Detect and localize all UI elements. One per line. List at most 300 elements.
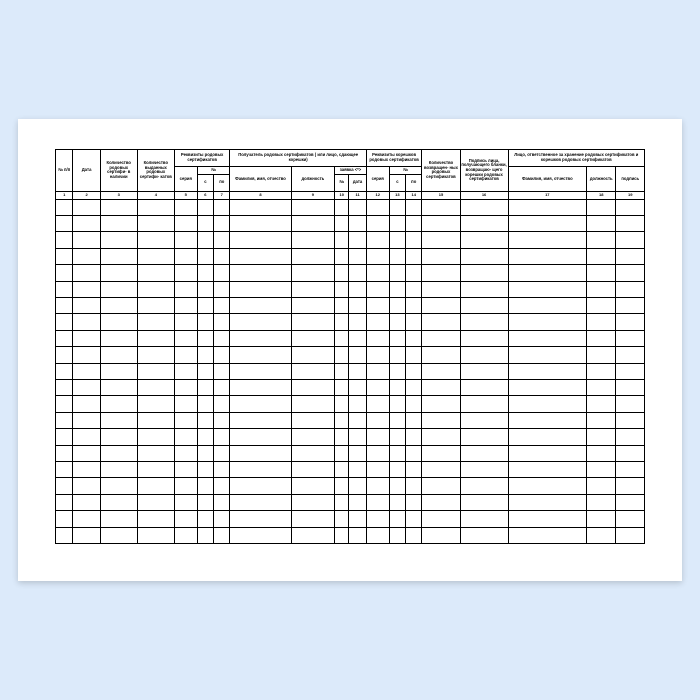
table-cell[interactable]	[587, 281, 616, 297]
table-cell[interactable]	[366, 527, 389, 543]
table-cell[interactable]	[389, 347, 405, 363]
table-cell[interactable]	[214, 330, 230, 346]
table-cell[interactable]	[389, 248, 405, 264]
table-cell[interactable]	[197, 265, 213, 281]
table-cell[interactable]	[335, 248, 349, 264]
table-cell[interactable]	[137, 281, 174, 297]
table-cell[interactable]	[197, 429, 213, 445]
table-cell[interactable]	[460, 281, 508, 297]
table-cell[interactable]	[214, 494, 230, 510]
table-cell[interactable]	[422, 265, 460, 281]
table-cell[interactable]	[389, 494, 405, 510]
table-cell[interactable]	[291, 232, 335, 248]
table-cell[interactable]	[349, 380, 367, 396]
table-cell[interactable]	[56, 330, 73, 346]
table-cell[interactable]	[73, 265, 100, 281]
table-cell[interactable]	[174, 412, 197, 428]
table-cell[interactable]	[587, 478, 616, 494]
table-cell[interactable]	[508, 248, 587, 264]
table-cell[interactable]	[214, 478, 230, 494]
table-row[interactable]	[56, 330, 645, 346]
table-cell[interactable]	[389, 511, 405, 527]
table-cell[interactable]	[73, 363, 100, 379]
table-cell[interactable]	[73, 461, 100, 477]
table-cell[interactable]	[616, 412, 645, 428]
table-cell[interactable]	[508, 478, 587, 494]
table-cell[interactable]	[508, 527, 587, 543]
table-cell[interactable]	[174, 445, 197, 461]
table-cell[interactable]	[230, 429, 291, 445]
table-cell[interactable]	[508, 298, 587, 314]
table-cell[interactable]	[73, 396, 100, 412]
table-cell[interactable]	[406, 429, 422, 445]
table-cell[interactable]	[291, 248, 335, 264]
table-cell[interactable]	[460, 248, 508, 264]
table-cell[interactable]	[587, 232, 616, 248]
table-cell[interactable]	[587, 298, 616, 314]
table-cell[interactable]	[422, 298, 460, 314]
table-cell[interactable]	[587, 248, 616, 264]
table-cell[interactable]	[291, 380, 335, 396]
table-cell[interactable]	[349, 429, 367, 445]
table-cell[interactable]	[174, 363, 197, 379]
table-cell[interactable]	[460, 461, 508, 477]
table-cell[interactable]	[366, 248, 389, 264]
table-cell[interactable]	[174, 380, 197, 396]
table-cell[interactable]	[422, 494, 460, 510]
table-cell[interactable]	[230, 281, 291, 297]
table-cell[interactable]	[406, 199, 422, 215]
table-cell[interactable]	[335, 281, 349, 297]
table-cell[interactable]	[214, 248, 230, 264]
table-cell[interactable]	[100, 232, 137, 248]
table-cell[interactable]	[349, 199, 367, 215]
table-cell[interactable]	[389, 380, 405, 396]
table-cell[interactable]	[56, 347, 73, 363]
table-cell[interactable]	[406, 347, 422, 363]
table-cell[interactable]	[230, 527, 291, 543]
table-cell[interactable]	[587, 494, 616, 510]
table-row[interactable]	[56, 445, 645, 461]
table-cell[interactable]	[422, 330, 460, 346]
table-cell[interactable]	[587, 265, 616, 281]
table-cell[interactable]	[587, 527, 616, 543]
table-cell[interactable]	[335, 396, 349, 412]
table-cell[interactable]	[291, 511, 335, 527]
table-cell[interactable]	[349, 314, 367, 330]
table-cell[interactable]	[460, 412, 508, 428]
table-cell[interactable]	[389, 396, 405, 412]
table-row[interactable]	[56, 199, 645, 215]
table-cell[interactable]	[349, 281, 367, 297]
table-cell[interactable]	[616, 478, 645, 494]
table-cell[interactable]	[291, 494, 335, 510]
table-row[interactable]	[56, 265, 645, 281]
table-cell[interactable]	[230, 380, 291, 396]
table-cell[interactable]	[73, 330, 100, 346]
table-cell[interactable]	[56, 429, 73, 445]
table-cell[interactable]	[137, 199, 174, 215]
table-cell[interactable]	[616, 199, 645, 215]
table-cell[interactable]	[389, 216, 405, 232]
table-cell[interactable]	[406, 248, 422, 264]
table-cell[interactable]	[616, 265, 645, 281]
table-cell[interactable]	[406, 445, 422, 461]
table-cell[interactable]	[197, 363, 213, 379]
table-cell[interactable]	[616, 330, 645, 346]
table-cell[interactable]	[406, 396, 422, 412]
table-cell[interactable]	[214, 461, 230, 477]
table-cell[interactable]	[587, 461, 616, 477]
table-cell[interactable]	[460, 330, 508, 346]
table-cell[interactable]	[291, 216, 335, 232]
table-cell[interactable]	[406, 380, 422, 396]
table-cell[interactable]	[616, 232, 645, 248]
table-cell[interactable]	[616, 494, 645, 510]
table-cell[interactable]	[460, 445, 508, 461]
table-row[interactable]	[56, 527, 645, 543]
table-cell[interactable]	[214, 232, 230, 248]
table-cell[interactable]	[335, 429, 349, 445]
table-cell[interactable]	[291, 412, 335, 428]
table-cell[interactable]	[230, 363, 291, 379]
table-cell[interactable]	[422, 363, 460, 379]
table-cell[interactable]	[56, 461, 73, 477]
table-cell[interactable]	[230, 199, 291, 215]
table-cell[interactable]	[460, 527, 508, 543]
table-cell[interactable]	[406, 511, 422, 527]
table-cell[interactable]	[508, 265, 587, 281]
table-cell[interactable]	[406, 330, 422, 346]
table-row[interactable]	[56, 232, 645, 248]
table-cell[interactable]	[335, 298, 349, 314]
table-cell[interactable]	[587, 347, 616, 363]
table-cell[interactable]	[460, 232, 508, 248]
table-cell[interactable]	[460, 347, 508, 363]
table-cell[interactable]	[389, 265, 405, 281]
table-cell[interactable]	[73, 478, 100, 494]
table-cell[interactable]	[406, 527, 422, 543]
table-cell[interactable]	[73, 445, 100, 461]
table-cell[interactable]	[197, 298, 213, 314]
table-cell[interactable]	[137, 396, 174, 412]
table-cell[interactable]	[137, 429, 174, 445]
table-cell[interactable]	[616, 314, 645, 330]
table-cell[interactable]	[406, 281, 422, 297]
table-cell[interactable]	[335, 461, 349, 477]
table-cell[interactable]	[422, 445, 460, 461]
table-cell[interactable]	[422, 216, 460, 232]
table-cell[interactable]	[389, 314, 405, 330]
table-cell[interactable]	[100, 216, 137, 232]
table-cell[interactable]	[214, 412, 230, 428]
table-cell[interactable]	[422, 396, 460, 412]
table-cell[interactable]	[508, 396, 587, 412]
table-cell[interactable]	[508, 461, 587, 477]
table-cell[interactable]	[389, 429, 405, 445]
table-cell[interactable]	[422, 314, 460, 330]
table-cell[interactable]	[230, 478, 291, 494]
table-cell[interactable]	[197, 461, 213, 477]
table-cell[interactable]	[174, 347, 197, 363]
table-cell[interactable]	[349, 298, 367, 314]
table-cell[interactable]	[230, 265, 291, 281]
table-cell[interactable]	[406, 363, 422, 379]
table-cell[interactable]	[100, 199, 137, 215]
table-cell[interactable]	[291, 298, 335, 314]
table-cell[interactable]	[616, 511, 645, 527]
table-cell[interactable]	[460, 199, 508, 215]
table-cell[interactable]	[214, 511, 230, 527]
table-cell[interactable]	[508, 347, 587, 363]
table-cell[interactable]	[100, 265, 137, 281]
table-cell[interactable]	[56, 216, 73, 232]
table-cell[interactable]	[230, 248, 291, 264]
table-cell[interactable]	[422, 281, 460, 297]
table-cell[interactable]	[616, 363, 645, 379]
table-cell[interactable]	[137, 511, 174, 527]
table-cell[interactable]	[587, 412, 616, 428]
table-cell[interactable]	[137, 461, 174, 477]
table-cell[interactable]	[291, 281, 335, 297]
table-cell[interactable]	[508, 412, 587, 428]
table-cell[interactable]	[230, 511, 291, 527]
table-cell[interactable]	[230, 330, 291, 346]
table-cell[interactable]	[291, 363, 335, 379]
table-cell[interactable]	[174, 396, 197, 412]
table-cell[interactable]	[366, 445, 389, 461]
table-cell[interactable]	[56, 445, 73, 461]
table-cell[interactable]	[349, 396, 367, 412]
table-cell[interactable]	[335, 232, 349, 248]
table-cell[interactable]	[508, 281, 587, 297]
table-cell[interactable]	[291, 478, 335, 494]
table-cell[interactable]	[56, 314, 73, 330]
table-cell[interactable]	[389, 330, 405, 346]
table-cell[interactable]	[335, 494, 349, 510]
table-cell[interactable]	[422, 478, 460, 494]
table-cell[interactable]	[587, 396, 616, 412]
table-row[interactable]	[56, 380, 645, 396]
table-cell[interactable]	[389, 232, 405, 248]
table-cell[interactable]	[174, 232, 197, 248]
table-cell[interactable]	[349, 527, 367, 543]
table-cell[interactable]	[366, 461, 389, 477]
table-cell[interactable]	[422, 511, 460, 527]
table-cell[interactable]	[587, 445, 616, 461]
table-cell[interactable]	[406, 478, 422, 494]
table-cell[interactable]	[349, 478, 367, 494]
table-cell[interactable]	[56, 527, 73, 543]
table-cell[interactable]	[197, 527, 213, 543]
table-cell[interactable]	[616, 396, 645, 412]
table-cell[interactable]	[587, 199, 616, 215]
table-cell[interactable]	[422, 248, 460, 264]
table-cell[interactable]	[100, 380, 137, 396]
table-cell[interactable]	[197, 199, 213, 215]
table-cell[interactable]	[137, 248, 174, 264]
table-cell[interactable]	[422, 199, 460, 215]
table-cell[interactable]	[214, 527, 230, 543]
table-cell[interactable]	[335, 412, 349, 428]
table-cell[interactable]	[174, 298, 197, 314]
table-cell[interactable]	[197, 445, 213, 461]
table-cell[interactable]	[389, 412, 405, 428]
table-row[interactable]	[56, 248, 645, 264]
table-cell[interactable]	[100, 494, 137, 510]
table-cell[interactable]	[137, 494, 174, 510]
table-cell[interactable]	[389, 478, 405, 494]
table-cell[interactable]	[587, 314, 616, 330]
table-cell[interactable]	[197, 380, 213, 396]
table-cell[interactable]	[100, 314, 137, 330]
table-cell[interactable]	[174, 494, 197, 510]
table-cell[interactable]	[230, 396, 291, 412]
table-cell[interactable]	[460, 265, 508, 281]
table-cell[interactable]	[460, 216, 508, 232]
table-cell[interactable]	[56, 248, 73, 264]
table-cell[interactable]	[291, 461, 335, 477]
table-cell[interactable]	[508, 494, 587, 510]
table-cell[interactable]	[197, 314, 213, 330]
table-cell[interactable]	[56, 511, 73, 527]
table-cell[interactable]	[366, 330, 389, 346]
table-cell[interactable]	[197, 494, 213, 510]
table-cell[interactable]	[366, 363, 389, 379]
table-cell[interactable]	[214, 347, 230, 363]
table-cell[interactable]	[56, 494, 73, 510]
table-cell[interactable]	[73, 412, 100, 428]
table-cell[interactable]	[335, 314, 349, 330]
table-cell[interactable]	[137, 232, 174, 248]
table-cell[interactable]	[349, 412, 367, 428]
table-cell[interactable]	[349, 461, 367, 477]
table-cell[interactable]	[137, 347, 174, 363]
table-cell[interactable]	[73, 298, 100, 314]
table-cell[interactable]	[214, 396, 230, 412]
table-cell[interactable]	[100, 445, 137, 461]
table-cell[interactable]	[508, 199, 587, 215]
table-cell[interactable]	[335, 527, 349, 543]
table-cell[interactable]	[197, 216, 213, 232]
table-cell[interactable]	[197, 232, 213, 248]
table-cell[interactable]	[460, 478, 508, 494]
table-cell[interactable]	[214, 298, 230, 314]
table-cell[interactable]	[100, 478, 137, 494]
table-cell[interactable]	[460, 363, 508, 379]
table-cell[interactable]	[389, 363, 405, 379]
table-cell[interactable]	[349, 494, 367, 510]
table-cell[interactable]	[349, 363, 367, 379]
table-cell[interactable]	[230, 461, 291, 477]
table-row[interactable]	[56, 494, 645, 510]
table-cell[interactable]	[460, 380, 508, 396]
table-cell[interactable]	[100, 298, 137, 314]
table-cell[interactable]	[389, 445, 405, 461]
table-cell[interactable]	[335, 330, 349, 346]
table-cell[interactable]	[214, 380, 230, 396]
table-cell[interactable]	[230, 216, 291, 232]
table-cell[interactable]	[197, 330, 213, 346]
table-cell[interactable]	[587, 429, 616, 445]
table-cell[interactable]	[56, 380, 73, 396]
table-cell[interactable]	[508, 232, 587, 248]
table-cell[interactable]	[508, 314, 587, 330]
table-cell[interactable]	[137, 445, 174, 461]
table-cell[interactable]	[291, 265, 335, 281]
table-cell[interactable]	[349, 265, 367, 281]
table-cell[interactable]	[422, 380, 460, 396]
table-cell[interactable]	[616, 298, 645, 314]
table-cell[interactable]	[335, 199, 349, 215]
table-cell[interactable]	[508, 445, 587, 461]
table-cell[interactable]	[406, 461, 422, 477]
table-cell[interactable]	[174, 314, 197, 330]
table-cell[interactable]	[56, 298, 73, 314]
table-cell[interactable]	[230, 412, 291, 428]
table-cell[interactable]	[508, 216, 587, 232]
table-cell[interactable]	[460, 494, 508, 510]
table-cell[interactable]	[389, 298, 405, 314]
table-cell[interactable]	[137, 265, 174, 281]
table-cell[interactable]	[100, 248, 137, 264]
table-cell[interactable]	[389, 461, 405, 477]
table-cell[interactable]	[291, 314, 335, 330]
table-cell[interactable]	[100, 281, 137, 297]
table-cell[interactable]	[174, 199, 197, 215]
table-cell[interactable]	[366, 347, 389, 363]
table-cell[interactable]	[100, 429, 137, 445]
table-cell[interactable]	[174, 330, 197, 346]
table-cell[interactable]	[406, 265, 422, 281]
table-row[interactable]	[56, 511, 645, 527]
table-cell[interactable]	[366, 412, 389, 428]
table-cell[interactable]	[137, 412, 174, 428]
table-cell[interactable]	[291, 429, 335, 445]
table-cell[interactable]	[230, 494, 291, 510]
table-cell[interactable]	[197, 347, 213, 363]
table-cell[interactable]	[174, 281, 197, 297]
table-row[interactable]	[56, 461, 645, 477]
table-cell[interactable]	[230, 232, 291, 248]
table-cell[interactable]	[73, 347, 100, 363]
table-cell[interactable]	[366, 380, 389, 396]
table-cell[interactable]	[587, 216, 616, 232]
table-cell[interactable]	[389, 281, 405, 297]
table-row[interactable]	[56, 347, 645, 363]
table-cell[interactable]	[174, 461, 197, 477]
table-cell[interactable]	[230, 445, 291, 461]
table-cell[interactable]	[616, 347, 645, 363]
table-cell[interactable]	[616, 527, 645, 543]
table-cell[interactable]	[214, 363, 230, 379]
table-cell[interactable]	[616, 248, 645, 264]
table-cell[interactable]	[230, 298, 291, 314]
table-cell[interactable]	[460, 314, 508, 330]
table-cell[interactable]	[366, 265, 389, 281]
table-cell[interactable]	[366, 494, 389, 510]
table-row[interactable]	[56, 363, 645, 379]
table-cell[interactable]	[73, 494, 100, 510]
table-cell[interactable]	[56, 412, 73, 428]
table-cell[interactable]	[460, 511, 508, 527]
table-cell[interactable]	[137, 478, 174, 494]
table-cell[interactable]	[508, 429, 587, 445]
table-cell[interactable]	[508, 380, 587, 396]
table-cell[interactable]	[73, 527, 100, 543]
table-cell[interactable]	[291, 527, 335, 543]
table-cell[interactable]	[291, 199, 335, 215]
